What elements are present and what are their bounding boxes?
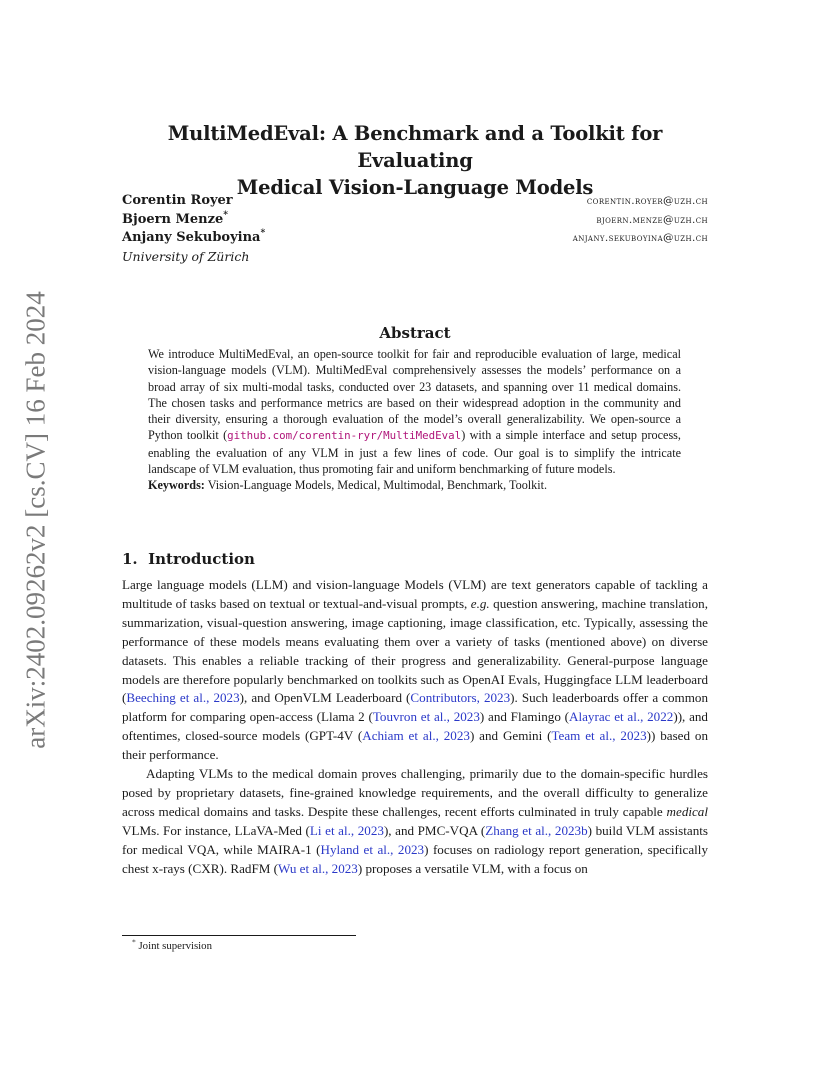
footnote-text: Joint supervision [138,940,212,952]
affiliation: University of Zürich [122,249,250,264]
intro-paragraph-1: Large language models (LLM) and vision-language Models (VLM) are text generators capable of tackling a multitude of tasks based on textual or textual-and-visual prompts, e.g. question answering, machine translation, summarization, visual-question answering, image captioning, image classification, etc. Typically, assessing the performance of these models means evaluating them over a variety of tasks (mentioned above) on diverse datasets. This enables a reliable tracking of their progress and generalizability. General-purpose language models are therefore popularly benchmarked on toolkits such as OpenAI Evals, Huggingface LLM leaderboard (Beeching et al., 2023), and OpenVLM Leaderboard (Contributors, 2023). Such leaderboards offer a common platform for comparing open-access (Llama 2 (Touvron et al., 2023) and Flamingo (Alayrac et al., 2022)), and oftentimes, closed-source models (GPT-4V (Achiam et al., 2023) and Gemini (Team et al., 2023)) based on their performance. [122,577,709,763]
citation-link[interactable]: Beeching et al., 2023 [126,690,240,706]
introduction-body [122,576,708,879]
citation-link[interactable]: Li et al., 2023 [309,822,384,838]
author-email[interactable]: bjoern.menze@uzh.ch [596,213,708,226]
arxiv-identifier-text: arXiv:2402.09262v2 [cs.CV] 16 Feb 2024 [20,291,51,749]
abstract-heading: Abstract [379,324,451,342]
author-row [122,209,708,231]
citation-link[interactable]: Hyland et al., 2023 [320,841,425,857]
keywords-label: Keywords: [148,478,205,493]
author-row [122,227,708,249]
citation-link[interactable]: Wu et al., 2023 [278,860,358,876]
footnote [132,937,212,952]
section-heading-introduction: 1. Introduction [122,550,255,568]
citation-link[interactable]: Alayrac et al., 2022 [569,709,674,725]
keywords-list: Vision-Language Models, Medical, Multimodal, Benchmark, Toolkit. [207,478,548,493]
author-email[interactable]: corentin.royer@uzh.ch [586,195,708,207]
abstract-paragraph: We introduce MultiMedEval, an open-source toolkit for fair and reproducible evaluation of large, medical vision-language models (VLM). MultiMedEval comprehensively assesses the models’ performance on a broad array of six multi-modal tasks, conducted over 23 datasets, and spanning over 11 medical domains. The chosen tasks and performance metrics are based on their widespread adoption in the community and their diversity, ensuring a thorough evaluation of the model’s overall generalizability. We open-source a Python toolkit (github.com/corentin-ryr/MultiMedEval) with a simple interface and setup process, enabling the evaluation of any VLM in just a few lines of code. Our goal is to simplify the intricate landscape of VLM evaluation, thus promoting fair and uniform benchmarking of future models. [148,347,681,477]
author-row [122,193,708,212]
citation-link[interactable]: Touvron et al., 2023 [372,709,480,725]
footnote-mark: * [132,937,136,947]
abstract-body [148,346,681,494]
footnote-divider [122,935,356,936]
citation-link[interactable]: Zhang et al., 2023b [485,822,588,838]
keywords [148,477,681,493]
author-name: Bjoern Menze* [122,209,228,227]
author-block [122,193,708,249]
title-line-1: MultiMedEval: A Benchmark and a Toolkit for Evaluating [167,122,663,172]
title-line-2: Medical Vision-Language Models [236,176,594,199]
author-email[interactable]: anjany.sekuboyina@uzh.ch [572,232,708,244]
intro-paragraph-2: Adapting VLMs to the medical domain proves challenging, primarily due to the domain-specific hurdles posed by proprietary datasets, fine-grained knowledge requirements, and the overall difficulty to generalize across medical domains and tasks. Despite these challenges, recent efforts culminated in truly capable medical VLMs. For instance, LLaVA-Med (Li et al., 2023), and PMC-VQA (Zhang et al., 2023b) build VLM assistants for medical VQA, while MAIRA-1 (Hyland et al., 2023) focuses on radiology report generation, specifically chest x-rays (CXR). RadFM (Wu et al., 2023) proposes a versatile VLM, with a focus on [122,766,708,876]
github-link[interactable]: github.com/corentin-ryr/MultiMedEval [227,429,462,443]
author-name: Anjany Sekuboyina* [122,227,266,245]
citation-link[interactable]: Contributors, 2023 [410,690,511,706]
citation-link[interactable]: Team et al., 2023 [551,728,647,744]
paper-title [122,120,708,201]
citation-link[interactable]: Achiam et al., 2023 [362,728,470,744]
author-name: Corentin Royer [122,193,233,208]
